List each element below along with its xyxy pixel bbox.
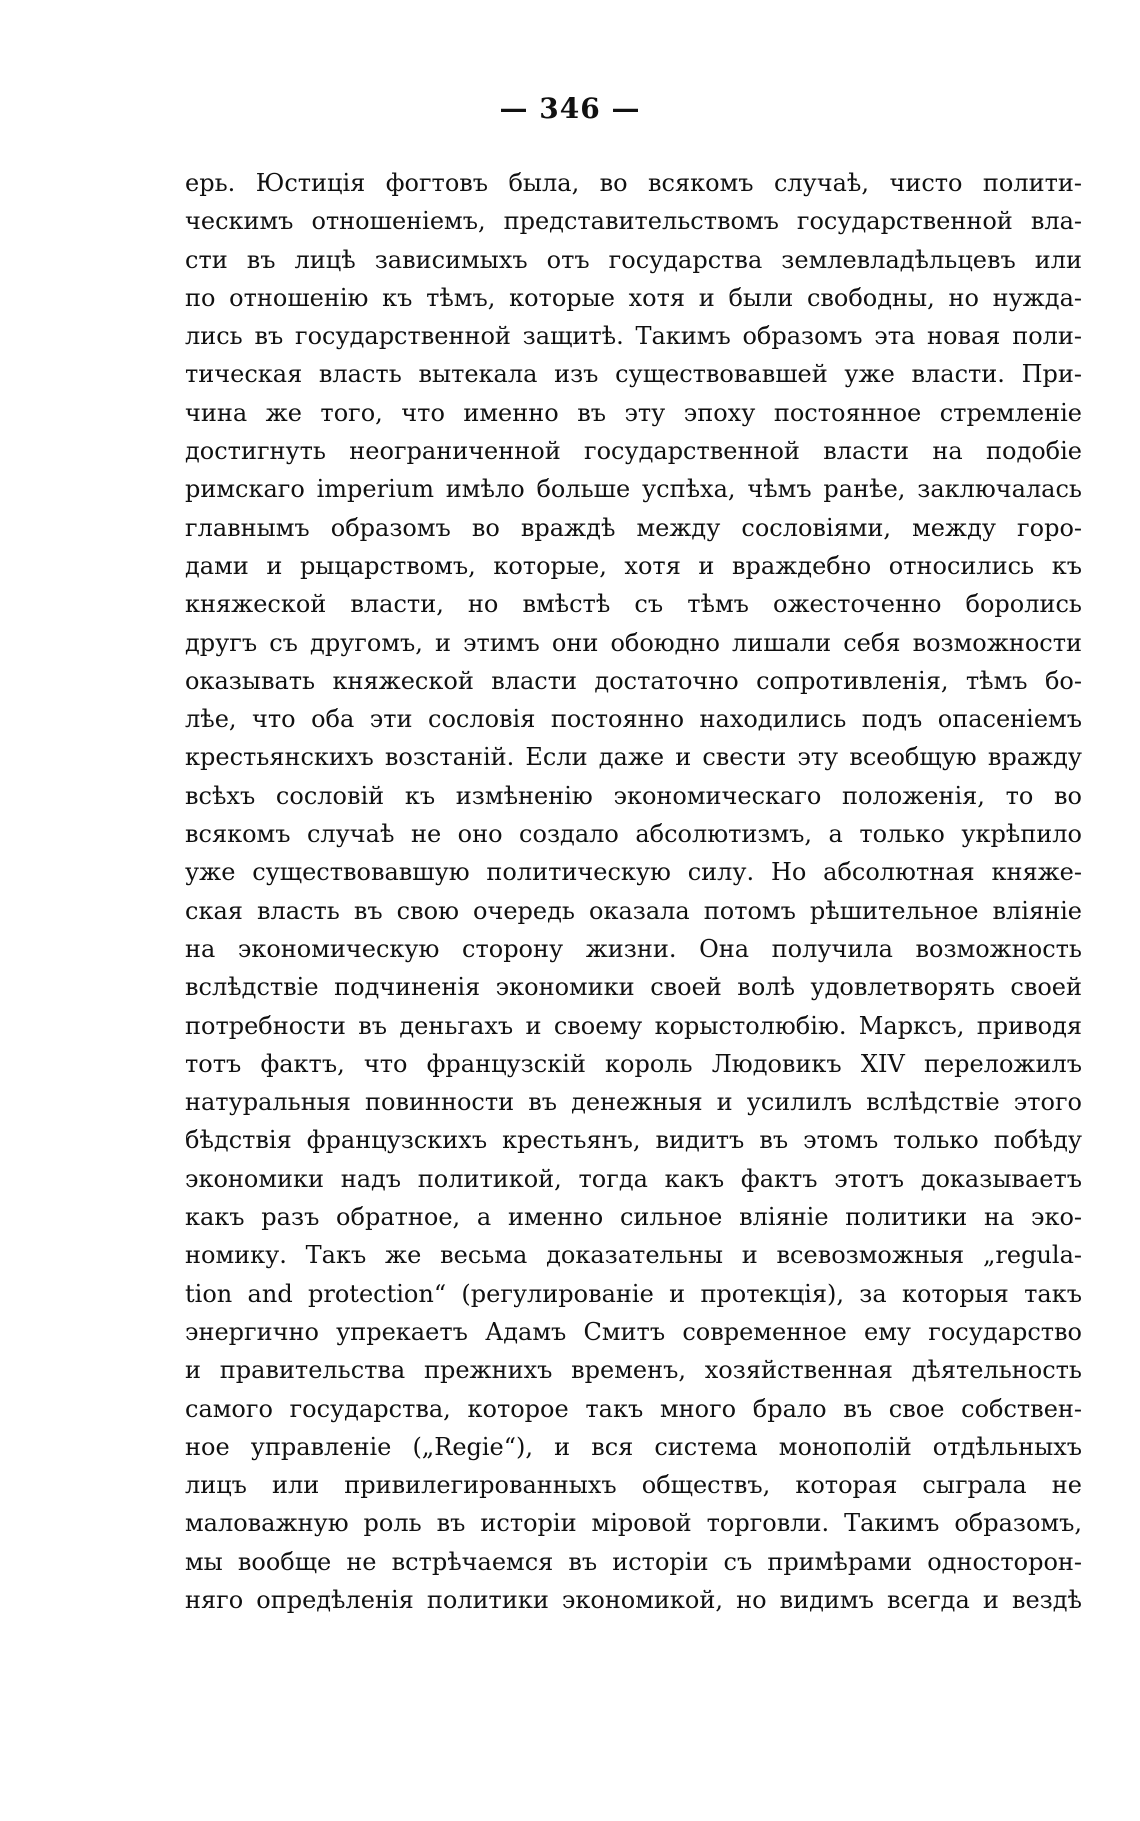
- text-line: оказывать княжеской власти достаточно сопротивленія, тѣмъ бо-: [185, 666, 1082, 695]
- text-line: сти въ лицѣ зависимыхъ отъ государства землевладѣльцевъ или: [185, 245, 1082, 274]
- body-text: [185, 164, 1082, 1619]
- text-line: экономики надъ политикой, тогда какъ фактъ этотъ доказываетъ: [185, 1164, 1082, 1193]
- text-line: по отношенію къ тѣмъ, которые хотя и были свободны, но нужда-: [185, 283, 1082, 312]
- text-line: княжеской власти, но вмѣстѣ съ тѣмъ ожесточенно боролись: [185, 590, 1082, 619]
- text-line: ческимъ отношеніемъ, представительствомъ государственной вла-: [185, 207, 1082, 236]
- text-line: ерь. Юстиція фогтовъ была, во всякомъ случаѣ, чисто полити-: [185, 169, 1082, 197]
- text-line: римскаго imperium имѣло больше успѣха, чѣмъ ранѣе, заключалась: [185, 475, 1082, 504]
- text-line: всякомъ случаѣ не оно создало абсолютизмъ, а только укрѣпило: [185, 820, 1082, 849]
- text-line: натуральныя повинности въ денежныя и усилилъ вслѣдствіе этого: [185, 1088, 1082, 1117]
- text-line: мы вообще не встрѣчаемся въ исторіи съ примѣрами односторон-: [185, 1547, 1082, 1576]
- text-line: главнымъ образомъ во враждѣ между сословіями, между горо-: [185, 513, 1082, 542]
- text-line: уже существовавшую политическую силу. Но абсолютная княже-: [185, 858, 1082, 887]
- text-line: лѣе, что оба эти сословія постоянно находились подъ опасеніемъ: [185, 705, 1082, 734]
- text-line: маловажную роль въ исторіи міровой торговли. Такимъ образомъ,: [185, 1509, 1082, 1538]
- text-line: tion and protection“ (регулированіе и протекція), за которыя такъ: [185, 1279, 1082, 1308]
- text-line: лись въ государственной защитѣ. Такимъ образомъ эта новая поли-: [185, 322, 1082, 351]
- text-line: ская власть въ свою очередь оказала потомъ рѣшительное вліяніе: [185, 896, 1082, 925]
- text-line: потребности въ деньгахъ и своему корыстолюбію. Марксъ, приводя: [185, 1011, 1082, 1040]
- text-line: дами и рыцарствомъ, которые, хотя и враждебно относились къ: [185, 551, 1082, 580]
- text-line: всѣхъ сословій къ измѣненію экономическаго положенія, то во: [185, 781, 1082, 810]
- text-line: на экономическую сторону жизни. Она получила возможность: [185, 934, 1082, 963]
- text-line: тотъ фактъ, что французскій король Людовикъ XIV переложилъ: [185, 1049, 1082, 1078]
- text-line: крестьянскихъ возстаній. Если даже и свести эту всеобщую вражду: [185, 743, 1082, 772]
- text-line: какъ разъ обратное, а именно сильное вліяніе политики на эко-: [185, 1203, 1082, 1232]
- text-line: и правительства прежнихъ временъ, хозяйственная дѣятельность: [185, 1356, 1082, 1385]
- text-line: энергично упрекаетъ Адамъ Смитъ современное ему государство: [185, 1317, 1082, 1346]
- text-line: вслѣдствіе подчиненія экономики своей волѣ удовлетворять своей: [185, 973, 1082, 1002]
- text-line: няго опредѣленія политики экономикой, но видимъ всегда и вездѣ: [185, 1585, 1082, 1614]
- text-line: лицъ или привилегированныхъ обществъ, которая сыграла не: [185, 1471, 1082, 1500]
- text-line: тическая власть вытекала изъ существовавшей уже власти. При-: [185, 360, 1082, 389]
- text-line: бѣдствія французскихъ крестьянъ, видитъ въ этомъ только побѣду: [185, 1126, 1082, 1155]
- text-line: достигнуть неограниченной государственной власти на подобіе: [185, 437, 1082, 466]
- text-line: ное управленіе („Regie“), и вся система монополій отдѣльныхъ: [185, 1432, 1082, 1461]
- text-line: номику. Такъ же весьма доказательны и всевозможныя „regula-: [185, 1241, 1082, 1270]
- text-line: другъ съ другомъ, и этимъ они обоюдно лишали себя возможности: [185, 628, 1082, 657]
- page-number: — 346 —: [499, 92, 641, 125]
- text-line: чина же того, что именно въ эту эпоху постоянное стремленіе: [185, 398, 1082, 427]
- text-line: самого государства, которое такъ много брало въ свое собствен-: [185, 1394, 1082, 1423]
